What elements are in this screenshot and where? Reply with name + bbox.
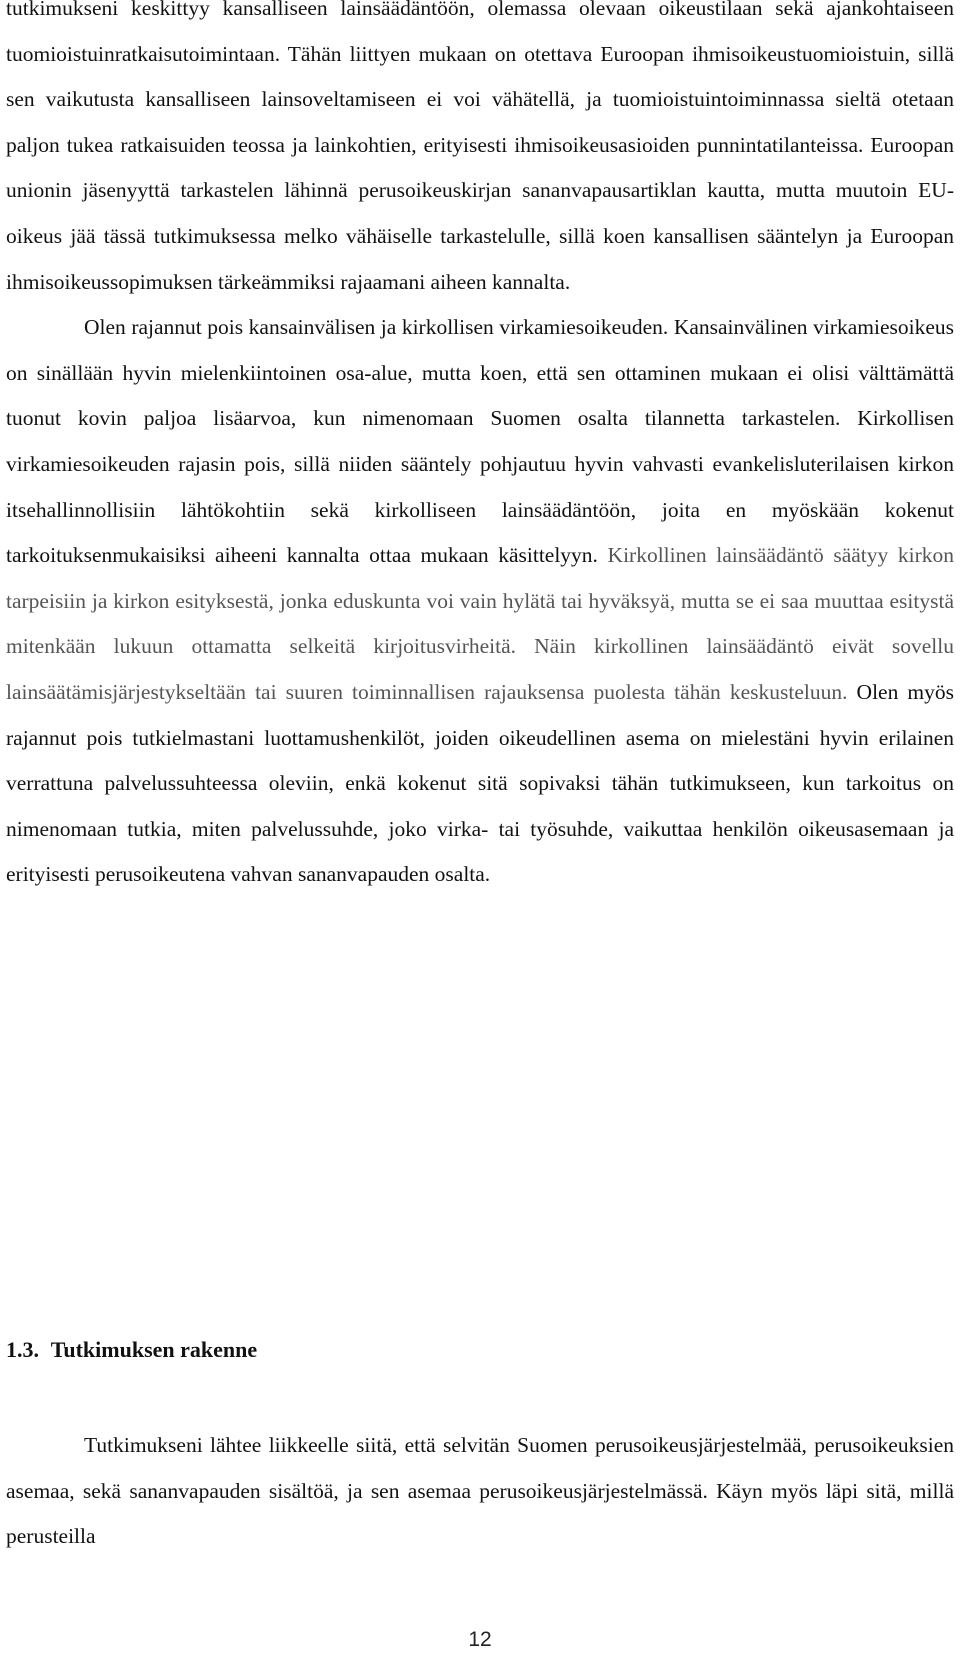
church-legislation-text: Kirkollinen lainsäädäntö säätyy kirkon tarpeisiin ja kirkon esityksestä, jonka eduskunta voi vain hylätä tai hyväksyä, mutta se ei saa muuttaa esitystä mitenkään lukuun ottamatta selkeitä kirjoitusvirheitä. Näin kirkollinen lainsäädäntö eivät sovellu lainsäätämisjärjestykseltään tai suuren toiminnallisen rajauksensa puolesta tähän keskusteluun. <box>6 543 954 704</box>
paragraph-exclusions <box>6 305 954 898</box>
paragraph-scope: tutkimukseni keskittyy kansalliseen lainsäädäntöön, olemassa olevaan oikeustilaan sekä ajankohtaiseen tuomioistuinratkaisutoimintaan. Tähän liittyen mukaan on otettava Euroopan ihmisoikeustuomioistuin, sillä sen vaikutusta kansalliseen lainsoveltamiseen ei voi vähätellä, ja tuomioistuintoiminnassa sieltä otetaan paljon tukea ratkaisuiden teossa ja lainkohtien, erityisesti ihmisoikeusasioiden punnintatilanteissa. Euroopan unionin jäsenyyttä tarkastelen lähinnä perusoikeuskirjan sananvapausartiklan kautta, mutta muutoin EU-oikeus jää tässä tutkimuksessa melko vähäiselle tarkastelulle, sillä koen kansallisen sääntelyn ja Euroopan ihmisoikeussopimuksen tärkeämmiksi rajaamani aiheen kannalta. <box>6 0 954 294</box>
section-heading <box>6 1337 257 1363</box>
section-body <box>6 1423 954 1560</box>
section-paragraph: Tutkimukseni lähtee liikkeelle siitä, että selvitän Suomen perusoikeusjärjestelmää, perusoikeuksien asemaa, sekä sananvapauden sisältöä, ja sen asemaa perusoikeusjärjestelmässä. Käyn myös läpi sitä, millä perusteilla <box>6 1433 954 1549</box>
exclusions-intro-text: Olen rajannut pois kansainvälisen ja kirkollisen virkamiesoikeuden. Kansainvälinen virkamiesoikeus on sinällään hyvin mielenkiintoinen osa-alue, mutta koen, että sen ottaminen mukaan ei olisi välttämättä tuonut kovin paljoa lisäarvoa, kun nimenomaan Suomen osalta tilannetta tarkastelen. Kirkollisen virkamiesoikeuden rajasin pois, sillä niiden sääntely pohjautuu hyvin vahvasti evankelisluterilaisen kirkon itsehallinnollisiin lähtökohtiin sekä kirkolliseen lainsäädäntöön, joita en myöskään kokenut tarkoituksenmukaisiksi aiheeni kannalta ottaa mukaan käsittelyyn. <box>6 315 954 568</box>
trustees-text: Olen myös rajannut pois tutkielmastani luottamushenkilöt, joiden oikeudellinen asema on mielestäni hyvin erilainen verrattuna palvelussuhteessa oleviin, enkä kokenut sitä sopivaksi tähän tutkimukseen, kun tarkoitus on nimenomaan tutkia, miten palvelussuhde, joko virka- tai työsuhde, vaikuttaa henkilön oikeusasemaan ja erityisesti perusoikeutena vahvan sananvapauden osalta. <box>6 679 955 887</box>
page-number: 12 <box>468 1628 492 1651</box>
section-title: Tutkimuksen rakenne <box>50 1337 258 1362</box>
body-text <box>6 0 954 898</box>
section-number: 1.3. <box>6 1337 39 1362</box>
